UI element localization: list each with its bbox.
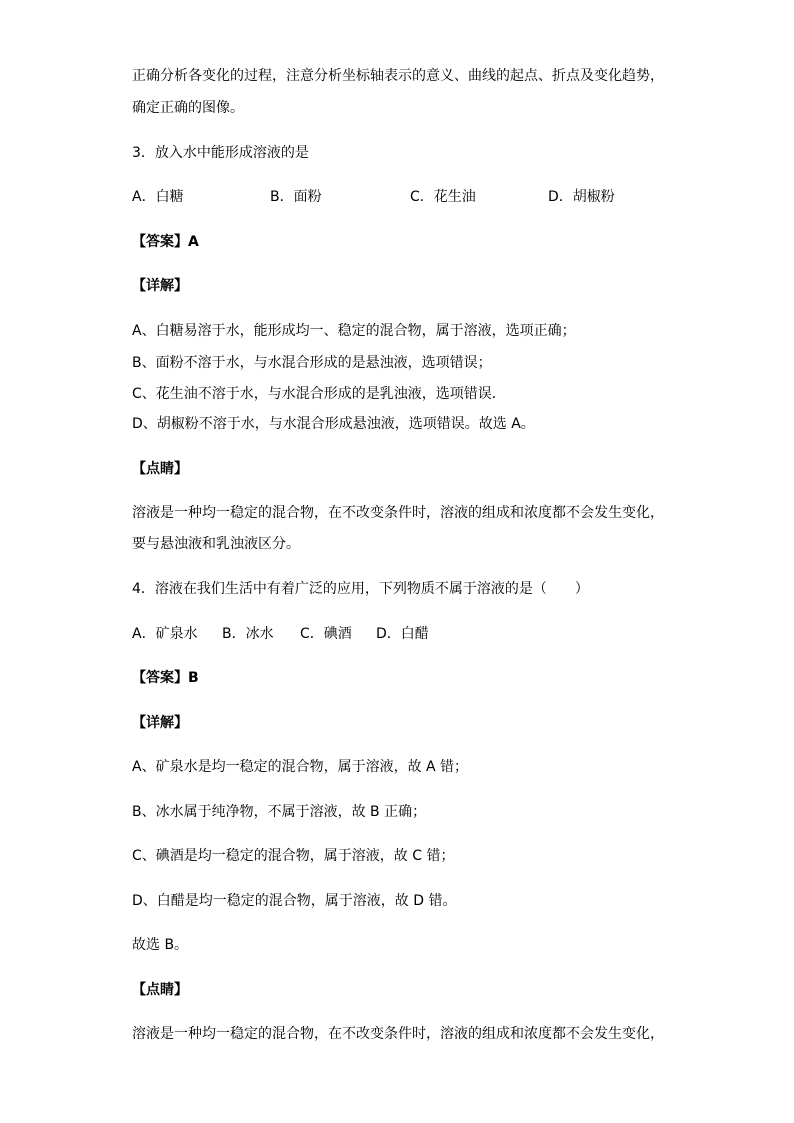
q3-detail-heading: 【详解】 xyxy=(132,278,188,294)
q4-detail-heading: 【详解】 xyxy=(132,715,188,731)
q4-question: 4．溶液在我们生活中有着广泛的应用，下列物质不属于溶液的是（ ） xyxy=(132,581,589,597)
q3-comment-line-1: 溶液是一种均一稳定的混合物，在不改变条件时，溶液的组成和浓度都不会发生变化， xyxy=(132,505,664,521)
q3-option-d: D．胡椒粉 xyxy=(548,189,615,205)
q3-option-a: A．白糖 xyxy=(132,189,184,205)
q4-detail-d: D、白醋是均一稳定的混合物，属于溶液，故 D 错。 xyxy=(132,893,457,909)
intro-line-2: 确定正确的图像。 xyxy=(132,100,244,116)
q3-comment-line-2: 要与悬浊液和乳浊液区分。 xyxy=(132,536,300,552)
q3-question: 3．放入水中能形成溶液的是 xyxy=(132,145,309,161)
q3-detail-b: B、面粉不溶于水，与水混合形成的是悬浊液，选项错误； xyxy=(132,355,492,371)
q4-option-b: B．冰水 xyxy=(222,626,274,642)
q4-option-a: A．矿泉水 xyxy=(132,626,198,642)
q3-option-c: C．花生油 xyxy=(410,189,476,205)
q3-comment-heading: 【点睛】 xyxy=(132,461,188,477)
q4-comment-heading: 【点睛】 xyxy=(132,982,188,998)
q4-option-c: C．碘酒 xyxy=(300,626,352,642)
q4-comment-line-1: 溶液是一种均一稳定的混合物，在不改变条件时，溶液的组成和浓度都不会发生变化， xyxy=(132,1026,664,1042)
q4-detail-a: A、矿泉水是均一稳定的混合物，属于溶液，故 A 错； xyxy=(132,759,469,775)
q4-conclusion: 故选 B。 xyxy=(132,937,189,953)
q3-answer: 【答案】A xyxy=(132,234,199,250)
q3-detail-d: D、胡椒粉不溶于水，与水混合形成悬浊液，选项错误。故选 A。 xyxy=(132,416,535,432)
q4-detail-c: C、碘酒是均一稳定的混合物，属于溶液，故 C 错； xyxy=(132,848,455,864)
q4-detail-b: B、冰水属于纯净物，不属于溶液，故 B 正确； xyxy=(132,804,427,820)
intro-line-1: 正确分析各变化的过程，注意分析坐标轴表示的意义、曲线的起点、折点及变化趋势， xyxy=(132,68,664,84)
q4-option-d: D．白醋 xyxy=(376,626,429,642)
q3-option-b: B．面粉 xyxy=(270,189,322,205)
q3-detail-c: C、花生油不溶于水，与水混合形成的是乳浊液，选项错误． xyxy=(132,386,506,402)
q4-answer: 【答案】B xyxy=(132,670,199,686)
q3-detail-a: A、白糖易溶于水，能形成均一、稳定的混合物，属于溶液，选项正确； xyxy=(132,323,576,339)
